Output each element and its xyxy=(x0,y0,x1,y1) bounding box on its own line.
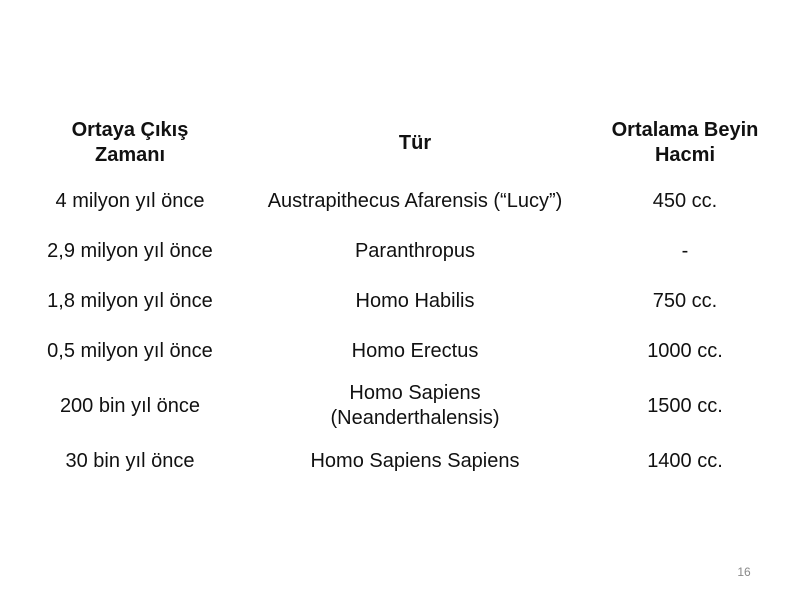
cell-brain-volume: 450 cc. xyxy=(652,189,718,212)
header-species: Tür xyxy=(398,131,432,154)
cell-species-line: (Neanderthalensis) xyxy=(330,407,500,429)
table-header-row xyxy=(30,110,770,176)
cell-time: 30 bin yıl önce xyxy=(65,449,195,472)
cell-species-line: Homo Sapiens xyxy=(349,382,481,404)
cell-brain-volume: 1500 cc. xyxy=(647,394,723,417)
cell-brain-volume: 1000 cc. xyxy=(647,339,723,362)
species-table xyxy=(30,110,770,486)
cell-time: 2,9 milyon yıl önce xyxy=(47,239,213,262)
cell-time: 4 milyon yıl önce xyxy=(55,189,205,212)
cell-time: 0,5 milyon yıl önce xyxy=(47,339,213,362)
cell-species xyxy=(230,376,600,436)
cell-species: Homo Sapiens Sapiens xyxy=(310,449,520,472)
cell-brain-volume: - xyxy=(681,239,689,262)
header-brain-volume: Ortalama Beyin Hacmi xyxy=(611,119,759,166)
cell-species: Homo Erectus xyxy=(351,339,479,362)
cell-time: 1,8 milyon yıl önce xyxy=(47,289,213,312)
cell-species: Homo Habilis xyxy=(355,289,475,312)
table-row xyxy=(30,436,770,486)
cell-species: Paranthropus xyxy=(354,239,476,262)
cell-brain-volume: 1400 cc. xyxy=(647,449,723,472)
cell-time: 200 bin yıl önce xyxy=(59,394,201,417)
page-number: 16 xyxy=(737,565,751,579)
table-row xyxy=(30,276,770,326)
cell-species: Austrapithecus Afarensis (“Lucy”) xyxy=(267,189,563,212)
table-row xyxy=(30,376,770,436)
header-time: Ortaya Çıkış Zamanı xyxy=(71,119,189,166)
cell-brain-volume: 750 cc. xyxy=(652,289,718,312)
table-row xyxy=(30,176,770,226)
table-row xyxy=(30,326,770,376)
table-row xyxy=(30,226,770,276)
